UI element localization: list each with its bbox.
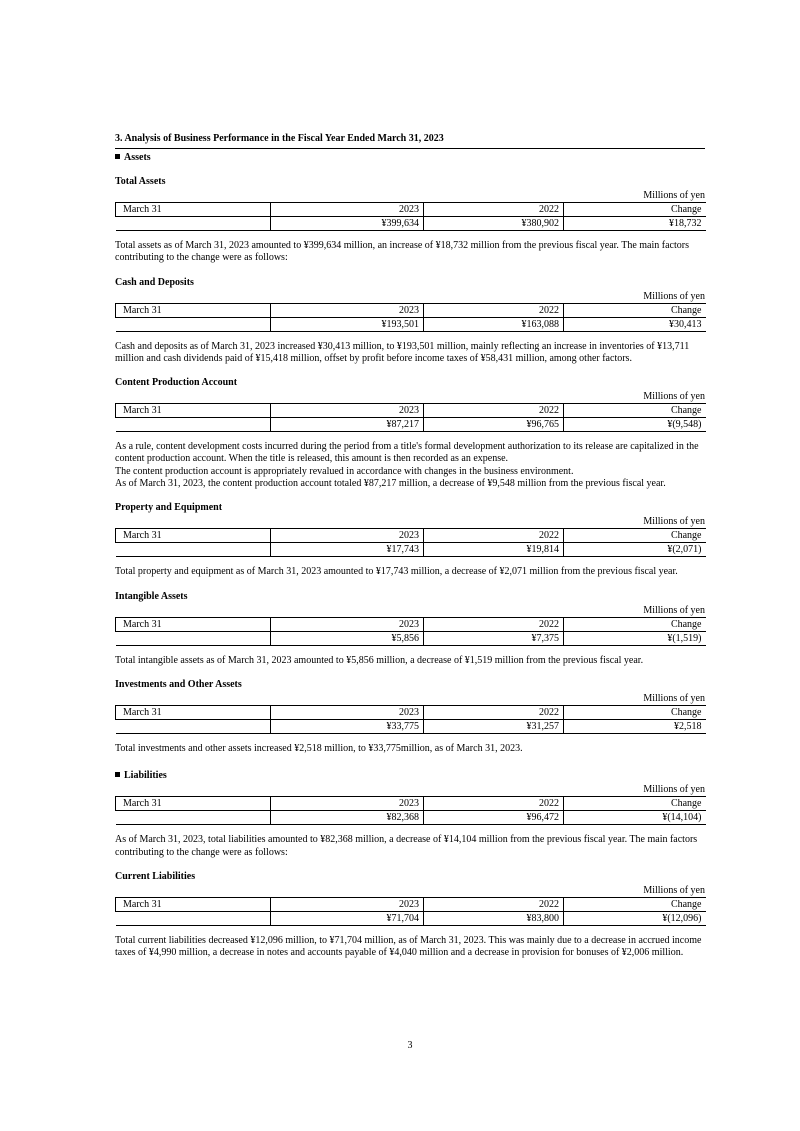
section-intangible-assets	[115, 591, 705, 667]
section-heading: Cash and Deposits	[115, 276, 194, 288]
financial-table	[115, 202, 706, 231]
value-prior-cell: ¥163,088	[424, 317, 564, 331]
section-heading: Current Liabilities	[115, 870, 196, 882]
financial-table	[115, 528, 706, 557]
group-header-assets	[115, 152, 705, 164]
section-heading: Total Assets	[115, 176, 166, 187]
value-change-cell: ¥(1,519)	[564, 631, 706, 645]
year-current-header-cell: 2023	[271, 617, 424, 631]
section-paragraph: Total current liabilities decreased ¥12,096 million, to ¥71,704 million, as of March 31, 2023. This was mainly due to a decrease in accrued income taxes of ¥4,990 million, a decrease in notes and accounts payable of ¥4,040 million and a decrease in provision for bonuses of ¥2,006 million.	[115, 934, 702, 959]
square-bullet-icon	[115, 154, 120, 159]
change-header-cell: Change	[564, 404, 706, 418]
table-value-row	[116, 911, 706, 925]
value-current-cell: ¥82,368	[271, 811, 424, 825]
value-current-cell: ¥5,856	[271, 631, 424, 645]
empty-cell	[116, 217, 271, 231]
value-change-cell: ¥2,518	[564, 719, 706, 733]
section-paragraph: As of March 31, 2023, total liabilities amounted to ¥82,368 million, a decrease of ¥14,104 million from the previous fiscal year. The main factors contributing to the change were as follows:	[115, 834, 698, 858]
row-header-cell: March 31	[116, 404, 271, 418]
row-header-cell: March 31	[116, 303, 271, 317]
change-header-cell: Change	[564, 617, 706, 631]
table-value-row	[116, 317, 706, 331]
year-current-header-cell: 2023	[271, 529, 424, 543]
table-header-row	[116, 897, 706, 911]
value-prior-cell: ¥31,257	[424, 719, 564, 733]
section-paragraph: Total intangible assets as of March 31, 2023 amounted to ¥5,856 million, a decrease of ¥1,519 million from the previous fiscal year.	[115, 654, 644, 666]
year-current-header-cell: 2023	[271, 897, 424, 911]
change-header-cell: Change	[564, 897, 706, 911]
financial-table	[115, 705, 706, 734]
section-total-assets	[115, 176, 705, 265]
change-header-cell: Change	[564, 303, 706, 317]
section-investments-and-other-assets	[115, 679, 705, 755]
unit-label: Millions of yen	[643, 391, 705, 403]
year-current-header-cell: 2023	[271, 705, 424, 719]
section-heading: Content Production Account	[115, 377, 238, 389]
value-change-cell: ¥(2,071)	[564, 543, 706, 557]
section-paragraph: Cash and deposits as of March 31, 2023 increased ¥30,413 million, to ¥193,501 million, mainly reflecting an increase in inventories of ¥13,711 million and cash dividends paid of ¥15,418 million, offset by profit before income taxes of ¥58,431 million, among other factors.	[115, 340, 690, 364]
unit-label: Millions of yen	[643, 784, 705, 796]
section-heading: Property and Equipment	[115, 502, 223, 514]
section-paragraph: Total assets as of March 31, 2023 amounted to ¥399,634 million, an increase of ¥18,732 million from the previous fiscal year. The main factors contributing to the change were as follows:	[115, 240, 689, 264]
page-number: 3	[407, 1040, 413, 1051]
empty-cell	[116, 543, 271, 557]
table-value-row	[116, 631, 706, 645]
table-value-row	[116, 719, 706, 733]
section-paragraph: As a rule, content development costs incurred during the period from a title's formal development authorization to its release are capitalized in the content production account. When the title is released, this amount is then recorded as an expense.	[115, 441, 699, 465]
year-current-header-cell: 2023	[271, 303, 424, 317]
value-prior-cell: ¥7,375	[424, 631, 564, 645]
section-content-production-account	[115, 377, 705, 490]
table-header-row	[116, 705, 706, 719]
group-label-assets: Assets	[124, 152, 151, 163]
change-header-cell: Change	[564, 203, 706, 217]
year-prior-header-cell: 2022	[424, 529, 564, 543]
year-prior-header-cell: 2022	[424, 797, 564, 811]
value-change-cell: ¥18,732	[564, 217, 706, 231]
group-header-liabilities	[115, 770, 705, 782]
section-paragraph: Total property and equipment as of March 31, 2023 amounted to ¥17,743 million, a decrease of ¥2,071 million from the previous fiscal year.	[115, 566, 678, 578]
value-change-cell: ¥(14,104)	[564, 811, 706, 825]
change-header-cell: Change	[564, 529, 706, 543]
value-change-cell: ¥30,413	[564, 317, 706, 331]
financial-table	[115, 796, 706, 825]
group-label-liabilities: Liabilities	[124, 770, 167, 782]
document-title: 3. Analysis of Business Performance in the Fiscal Year Ended March 31, 2023	[115, 133, 705, 149]
table-value-row	[116, 811, 706, 825]
empty-cell	[116, 719, 271, 733]
section-paragraph: As of March 31, 2023, the content production account totaled ¥87,217 million, a decrease of ¥9,548 million from the previous fiscal year.	[115, 478, 666, 490]
row-header-cell: March 31	[116, 897, 271, 911]
empty-cell	[116, 911, 271, 925]
square-bullet-icon	[115, 772, 120, 777]
value-prior-cell: ¥380,902	[424, 217, 564, 231]
value-change-cell: ¥(12,096)	[564, 911, 706, 925]
financial-table	[115, 403, 706, 432]
row-header-cell: March 31	[116, 529, 271, 543]
empty-cell	[116, 631, 271, 645]
year-current-header-cell: 2023	[271, 203, 424, 217]
value-prior-cell: ¥19,814	[424, 543, 564, 557]
unit-label: Millions of yen	[643, 516, 705, 528]
section-current-liabilities	[115, 871, 705, 960]
year-prior-header-cell: 2022	[424, 705, 564, 719]
section-property-and-equipment	[115, 502, 705, 578]
section-paragraph: Total investments and other assets increased ¥2,518 million, to ¥33,775million, as of March 31, 2023.	[115, 742, 523, 754]
row-header-cell: March 31	[116, 203, 271, 217]
section-liabilities	[115, 784, 705, 859]
value-current-cell: ¥33,775	[271, 719, 424, 733]
table-header-row	[116, 617, 706, 631]
financial-table	[115, 617, 706, 646]
financial-table	[115, 897, 706, 926]
change-header-cell: Change	[564, 797, 706, 811]
table-header-row	[116, 303, 706, 317]
empty-cell	[116, 811, 271, 825]
value-current-cell: ¥399,634	[271, 217, 424, 231]
value-prior-cell: ¥83,800	[424, 911, 564, 925]
table-header-row	[116, 797, 706, 811]
year-prior-header-cell: 2022	[424, 617, 564, 631]
table-value-row	[116, 543, 706, 557]
table-value-row	[116, 418, 706, 432]
table-value-row	[116, 217, 706, 231]
unit-label: Millions of yen	[643, 692, 705, 704]
page-content	[115, 133, 705, 959]
table-header-row	[116, 203, 706, 217]
section-cash-and-deposits	[115, 277, 705, 366]
year-current-header-cell: 2023	[271, 404, 424, 418]
value-prior-cell: ¥96,472	[424, 811, 564, 825]
value-current-cell: ¥87,217	[271, 418, 424, 432]
value-current-cell: ¥193,501	[271, 317, 424, 331]
row-header-cell: March 31	[116, 797, 271, 811]
year-prior-header-cell: 2022	[424, 303, 564, 317]
value-current-cell: ¥71,704	[271, 911, 424, 925]
section-heading: Investments and Other Assets	[115, 678, 242, 690]
unit-label: Millions of yen	[643, 190, 705, 201]
value-change-cell: ¥(9,548)	[564, 418, 706, 432]
unit-label: Millions of yen	[643, 884, 705, 896]
section-heading: Intangible Assets	[115, 590, 188, 602]
year-current-header-cell: 2023	[271, 797, 424, 811]
year-prior-header-cell: 2022	[424, 203, 564, 217]
empty-cell	[116, 317, 271, 331]
change-header-cell: Change	[564, 705, 706, 719]
table-header-row	[116, 529, 706, 543]
value-prior-cell: ¥96,765	[424, 418, 564, 432]
financial-table	[115, 303, 706, 332]
table-header-row	[116, 404, 706, 418]
row-header-cell: March 31	[116, 705, 271, 719]
value-current-cell: ¥17,743	[271, 543, 424, 557]
year-prior-header-cell: 2022	[424, 897, 564, 911]
empty-cell	[116, 418, 271, 432]
year-prior-header-cell: 2022	[424, 404, 564, 418]
unit-label: Millions of yen	[643, 290, 705, 302]
section-paragraph: The content production account is appropriately revalued in accordance with changes in the business environment.	[115, 465, 574, 477]
unit-label: Millions of yen	[643, 604, 705, 616]
row-header-cell: March 31	[116, 617, 271, 631]
